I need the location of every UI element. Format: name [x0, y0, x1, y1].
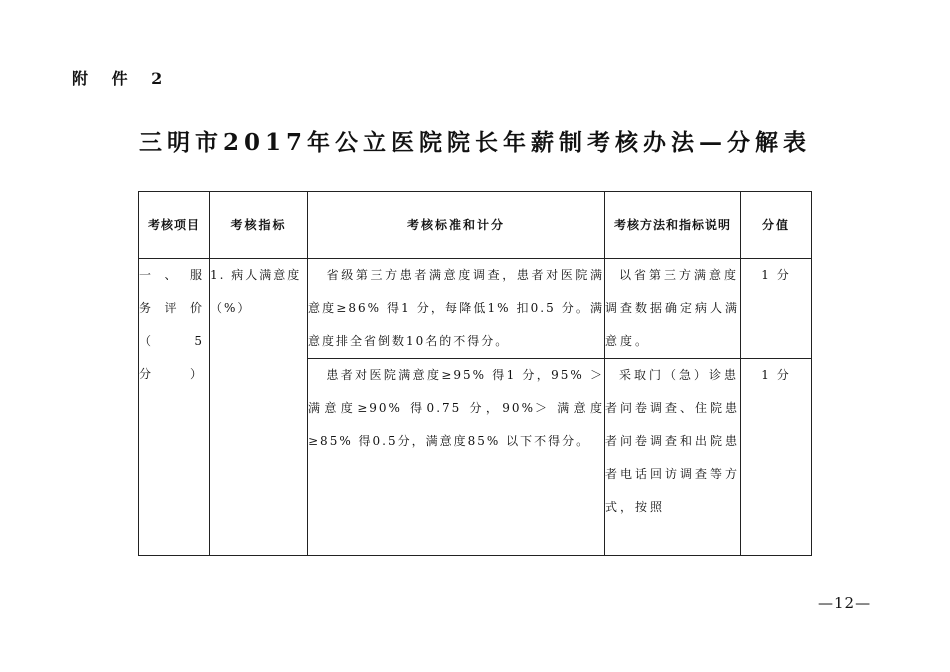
standard-cell [308, 359, 605, 556]
category-line: 分） [139, 367, 209, 381]
category-line: 一、服 [139, 268, 209, 282]
indicator-cell: 1. 病人满意度（%） [210, 259, 308, 556]
header-method: 考核方法和指标说明 [605, 192, 741, 259]
attachment-label: 附 件 2 [72, 69, 172, 88]
table-row [139, 259, 812, 359]
document-title: 三明市2017年公立医院院长年薪制考核办法—分解表 [138, 129, 811, 156]
score-cell: 1 分 [741, 359, 812, 556]
header-item: 考核项目 [139, 192, 210, 259]
page-number: —12— [818, 594, 872, 612]
method-cell [605, 259, 741, 359]
method-text: 采取门（急）诊患者问卷调查、住院患者问卷调查和出院患者电话回访调查等方式，按照 [605, 368, 741, 514]
category-line: （5 [139, 334, 209, 348]
score-cell: 1 分 [741, 259, 812, 359]
standard-text: 患者对医院满意度≥95% 得1 分，95% ＞满意度≥90% 得0.75 分，90%＞ 满意度≥85% 得0.5分，满意度85% 以下不得分。 [308, 368, 604, 448]
category-cell [139, 259, 210, 556]
method-cell [605, 359, 741, 556]
header-index: 考核指标 [210, 192, 308, 259]
assessment-table [138, 191, 812, 556]
header-score: 分值 [741, 192, 812, 259]
standard-text: 省级第三方患者满意度调查，患者对医院满意度≥86% 得1 分，每降低1% 扣0.5 分。满意度排全省倒数10名的不得分。 [308, 268, 604, 348]
category-line: 务评价 [139, 301, 209, 315]
method-text: 以省第三方满意度调查数据确定病人满意度。 [605, 268, 741, 348]
table-header-row [139, 192, 812, 259]
standard-cell [308, 259, 605, 359]
header-standard: 考核标准和计分 [308, 192, 605, 259]
